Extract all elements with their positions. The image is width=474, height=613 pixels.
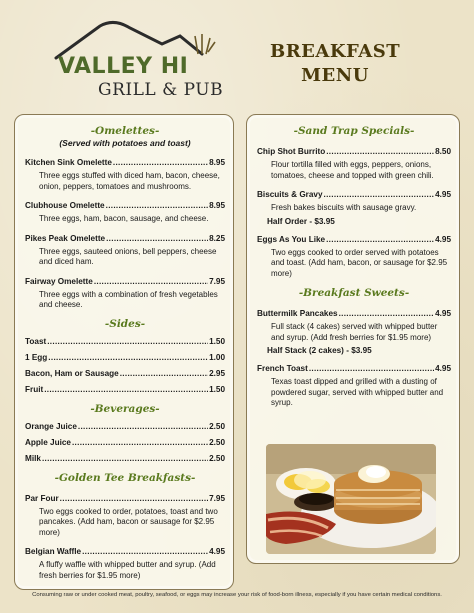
section-title-sides: -Sides- — [104, 317, 146, 330]
item-name: Bacon, Ham or Sausage — [25, 368, 119, 378]
item-price: 8.50 — [435, 147, 451, 156]
section-title-golden-tee: -Golden Tee Breakfasts- — [54, 471, 196, 484]
menu-item — [257, 189, 451, 226]
menu-item — [25, 453, 225, 464]
item-name: Fruit — [25, 384, 44, 394]
pancakes-photo — [266, 444, 436, 554]
item-half-price: Half Order - $3.95 — [267, 216, 335, 226]
item-price: 2.50 — [209, 421, 225, 431]
item-name: Belgian Waffle — [25, 547, 82, 556]
item-price: 4.95 — [435, 190, 451, 199]
menu-item — [25, 421, 225, 432]
item-price: 4.95 — [435, 234, 451, 244]
section-subtitle-omelettes: (Served with potatoes and toast) — [59, 138, 191, 148]
item-price: 2.50 — [209, 453, 225, 463]
logo-subtitle: GRILL & PUB — [98, 80, 224, 100]
menu-item — [25, 384, 225, 395]
item-name: Chip Shot Burrito — [257, 147, 326, 156]
item-price: 4.95 — [435, 364, 451, 373]
item-price: 8.25 — [209, 233, 225, 243]
logo — [52, 14, 222, 102]
item-price: 1.50 — [209, 384, 225, 394]
item-description: Three eggs with a combination of fresh vegetables and cheese. — [39, 289, 218, 309]
page-title-line2: MENU — [301, 65, 369, 86]
item-name: Clubhouse Omelette — [25, 201, 105, 210]
item-description: Full stack (4 cakes) served with whipped butter and syrup. (Add fresh berries for $1.95 more) — [271, 322, 438, 342]
item-name: Milk — [25, 453, 41, 463]
menu-item — [25, 233, 225, 268]
menu-item — [257, 363, 451, 409]
item-description: Fresh bakes biscuits with sausage gravy. — [271, 203, 417, 212]
menu-item — [257, 234, 451, 280]
item-half-price: Half Stack (2 cakes) - $3.95 — [267, 346, 372, 355]
item-price: 1.00 — [209, 352, 225, 362]
menu-item — [25, 276, 225, 311]
logo-name: VALLEY HI — [58, 54, 189, 79]
item-description: Three eggs, ham, bacon, sausage, and cheese. — [39, 214, 209, 223]
health-disclaimer: Consuming raw or under cooked meat, poultry, seafood, or eggs may increase your risk of food-born illness, especially if you have certain medical conditions. — [32, 592, 442, 598]
item-description: Two eggs cooked to order, potatoes, toast and two pancakes. (Add ham, bacon or sausage for $2.95 more) — [39, 506, 218, 537]
item-price: 7.95 — [209, 276, 225, 286]
menu-item — [257, 146, 451, 181]
item-name: Buttermilk Pancakes — [257, 309, 338, 318]
item-price: 8.95 — [209, 158, 225, 167]
item-description: A fluffy waffle with whipped butter and syrup. (Add fresh berries for $1.95 more) — [39, 560, 216, 580]
menu-item — [25, 157, 225, 192]
item-price: 8.95 — [209, 201, 225, 210]
menu-item — [25, 352, 225, 363]
menu-item — [25, 368, 225, 379]
item-description: Three eggs stuffed with diced ham, bacon, cheese, onion, peppers, tomatoes and mushrooms. — [39, 171, 220, 191]
section-title-omelettes: -Omelettes- — [90, 125, 160, 137]
menu-item — [25, 200, 225, 225]
item-name: Par Four — [25, 493, 59, 503]
section-title-sweets: -Breakfast Sweets- — [298, 287, 410, 299]
item-name: Biscuits & Gravy — [257, 190, 323, 199]
item-description: Three eggs, sauteed onions, bell peppers, cheese and diced ham. — [39, 246, 217, 266]
item-name: French Toast — [257, 364, 308, 373]
item-name: 1 Egg — [25, 352, 48, 362]
item-price: 4.95 — [435, 309, 451, 318]
page-title — [270, 40, 400, 88]
page-title-line1: BREAKFAST — [270, 41, 401, 62]
item-price: 2.95 — [209, 368, 225, 378]
item-description: Two eggs cooked to order served with potatoes and toast. (Add ham, bacon, or sausage for $2.95 more) — [271, 247, 448, 278]
item-name: Kitchen Sink Omelette — [25, 158, 112, 167]
item-price: 4.95 — [209, 547, 225, 556]
item-price: 2.50 — [209, 437, 225, 447]
menu-item — [257, 308, 451, 355]
menu-item — [25, 493, 225, 539]
menu-item — [25, 437, 225, 448]
item-name: Toast — [25, 336, 47, 346]
section-title-beverages: -Beverages- — [90, 402, 160, 415]
item-name: Fairway Omelette — [25, 276, 93, 286]
left-menu-panel — [14, 114, 234, 590]
item-name: Pikes Peak Omelette — [25, 233, 106, 243]
item-price: 1.50 — [209, 336, 225, 346]
item-price: 7.95 — [209, 493, 225, 503]
section-title-sand-trap: -Sand Trap Specials- — [293, 125, 415, 137]
menu-item — [25, 336, 225, 347]
item-name: Orange Juice — [25, 421, 77, 431]
item-description: Flour tortilla filled with eggs, peppers, onions, tomatoes, cheese and topped with green chili. — [271, 160, 434, 180]
menu-item — [25, 546, 225, 581]
item-description: Texas toast dipped and grilled with a dusting of powdered sugar, served with whipped butter and syrup. — [271, 377, 444, 407]
item-name: Eggs As You Like — [257, 234, 326, 244]
item-name: Apple Juice — [25, 437, 71, 447]
